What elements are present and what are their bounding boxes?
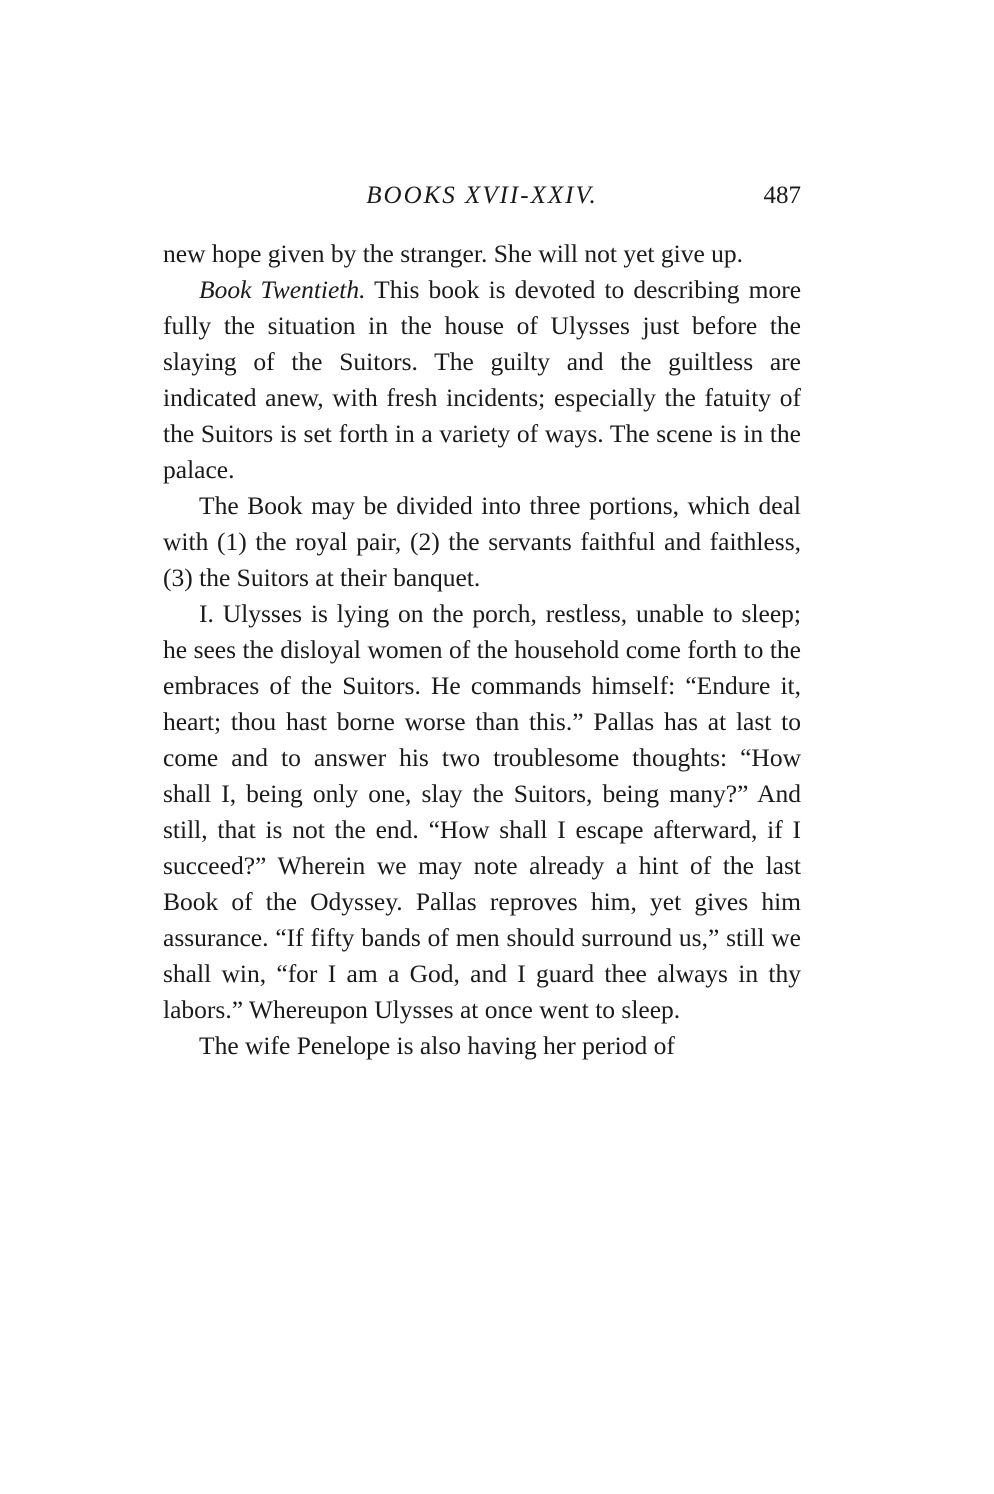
body-text	[163, 236, 801, 1064]
page-header	[163, 176, 801, 216]
running-head: BOOKS XVII-XXIV.	[366, 182, 598, 209]
paragraph-ulysses: I. Ulysses is lying on the porch, restless, unable to sleep; he sees the disloyal women of the household come forth to the embraces of the Suitors. He commands himself: “Endure it, heart; thou hast borne worse than this.” Pallas has at last to come and to answer his two troublesome thoughts: “How shall I, being only one, slay the Suitors, being many?” And still, that is not the end. “How shall I escape afterward, if I succeed?” Wherein we may note already a hint of the last Book of the Odyssey. Pallas reproves him, yet gives him assurance. “If fifty bands of men should surround us,” still we shall win, “for I am a God, and I guard thee always in thy labors.” Whereupon Ulysses at once went to sleep.	[163, 599, 801, 1024]
page-number: 487	[763, 182, 801, 209]
book-title: Book Twentieth.	[199, 275, 366, 304]
paragraph-text: This book is devoted to describing more fully the situation in the house of Ulysses just before the slaying of the Suitors. The guilty and the guiltless are indicated anew, with fresh incidents; especially the fatuity of the Suitors is set forth in a variety of ways. The scene is in the palace.	[163, 275, 802, 484]
paragraph-portions: The Book may be divided into three portions, which deal with (1) the royal pair, (2) the servants faithful and faithless, (3) the Suitors at their banquet.	[163, 491, 801, 592]
paragraph-continuation: new hope given by the stranger. She will not yet give up.	[163, 239, 744, 268]
paragraph-penelope: The wife Penelope is also having her period of	[199, 1031, 675, 1060]
paragraph-book-twentieth	[163, 272, 801, 488]
